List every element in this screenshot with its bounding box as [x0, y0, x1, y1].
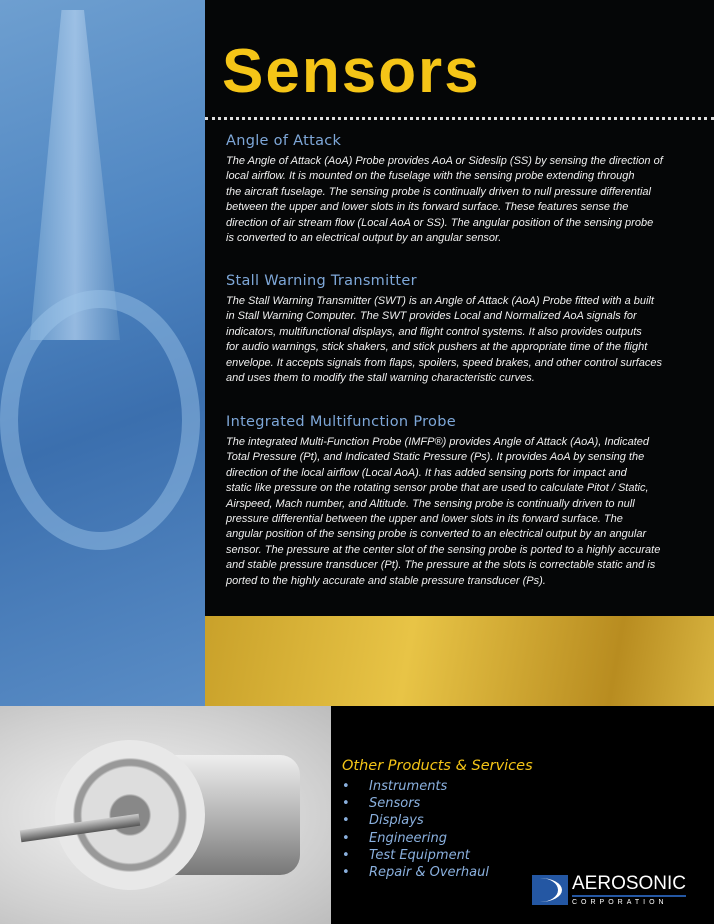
body-line: and stable pressure transducer (Pt). The pressure at the slots is correctable static and is: [226, 559, 656, 572]
section-angle-of-attack: [226, 133, 702, 246]
product-label: Engineering: [369, 830, 447, 846]
product-item: [342, 778, 533, 795]
product-label: Repair & Overhaul: [369, 865, 489, 881]
body-line: The Stall Warning Transmitter (SWT) is an Angle of Attack (AoA) Probe fitted with a built: [226, 295, 654, 307]
other-products: [342, 758, 533, 881]
body-line: in Stall Warning Computer. The SWT provides Local and Normalized AoA signals for: [226, 310, 637, 323]
section-imfp: [226, 414, 702, 589]
body-line: The Angle of Attack (AoA) Probe provides AoA or Sideslip (SS) by sensing the direction of: [226, 155, 663, 167]
logo-swoosh-icon: [532, 875, 568, 905]
yellow-photo-band: [205, 616, 714, 706]
body-line: ported to the highly accurate and stable pressure transducer (Ps).: [226, 574, 546, 587]
body-line: local airflow. It is mounted on the fuselage with the sensing probe extending through: [226, 170, 635, 183]
section-body: [226, 435, 702, 589]
dotted-divider: [205, 117, 714, 120]
other-products-heading: Other Products & Services: [342, 758, 533, 774]
body-line: direction of air stream flow (Local AoA or SS). The angular position of the sensing probe: [226, 216, 654, 229]
body-line: Airspeed, Mach number, and Altitude. The sensing probe is continually driven to null: [226, 497, 635, 510]
bullet-icon: •: [342, 796, 350, 812]
bullet-icon: •: [342, 847, 350, 863]
aerosonic-logo: [532, 873, 702, 906]
body-line: static like pressure on the rotating sensor probe that are used to calculate Pitot / Static,: [226, 482, 649, 495]
product-item: [342, 864, 533, 881]
logo-subtitle: CORPORATION: [572, 899, 668, 906]
body-line: and uses them to modify the stall warning characteristic curves.: [226, 372, 535, 385]
body-line: is converted to an electrical output by an angular sensor.: [226, 232, 502, 245]
section-heading: Stall Warning Transmitter: [226, 273, 417, 289]
product-item: [342, 812, 533, 829]
body-line: The integrated Multi-Function Probe (IMFP®) provides Angle of Attack (AoA), Indicated: [226, 436, 650, 448]
body-line: sensor. The pressure at the center slot of the sensing probe is ported to a highly accurate: [226, 543, 661, 556]
blue-probe-photo: [0, 0, 205, 706]
page-title: Sensors: [222, 37, 481, 106]
bullet-icon: •: [342, 813, 350, 829]
body-line: for audio warnings, stick shakers, and stick pushers at the appropriate time of the flight: [226, 341, 648, 354]
logo-name: AEROSONIC: [572, 873, 686, 897]
section-heading: Integrated Multifunction Probe: [226, 414, 456, 430]
product-label: Instruments: [369, 779, 448, 794]
body-line: the aircraft fuselage. The sensing probe is continually driven to null pressure differential: [226, 185, 651, 198]
probe-base-image: [0, 290, 200, 550]
body-line: Total Pressure (Pt), and Indicated Static Pressure (Ps). It provides AoA by sensing the: [226, 451, 645, 464]
product-label: Sensors: [369, 796, 421, 812]
bullet-icon: •: [342, 779, 350, 794]
section-stall-warning: [226, 273, 702, 386]
body-line: envelope. It accepts signals from flaps, spoilers, speed brakes, and other control surfaces: [226, 356, 662, 369]
body-line: indicators, multifunctional displays, and flight control systems. It also provides outputs: [226, 325, 642, 338]
section-body: [226, 154, 702, 246]
product-label: Displays: [369, 813, 424, 829]
bullet-icon: •: [342, 865, 350, 881]
body-line: between the upper and lower slots in its forward surface. These features sense the: [226, 201, 629, 214]
product-item: [342, 795, 533, 812]
body-line: angular position of the sensing probe is converted to an electrical output by an angular: [226, 528, 647, 541]
bullet-icon: •: [342, 830, 350, 846]
body-line: direction of the local airflow (Local AoA). It has added sensing ports for impact and: [226, 466, 627, 479]
product-item: [342, 847, 533, 864]
body-line: pressure differential between the upper and lower slots in its forward surface. The: [226, 513, 623, 526]
section-body: [226, 294, 702, 386]
product-label: Test Equipment: [369, 847, 470, 863]
sensor-product-photo: [0, 706, 331, 924]
product-item: [342, 830, 533, 847]
section-heading: Angle of Attack: [226, 133, 342, 149]
other-products-list: [342, 778, 533, 881]
